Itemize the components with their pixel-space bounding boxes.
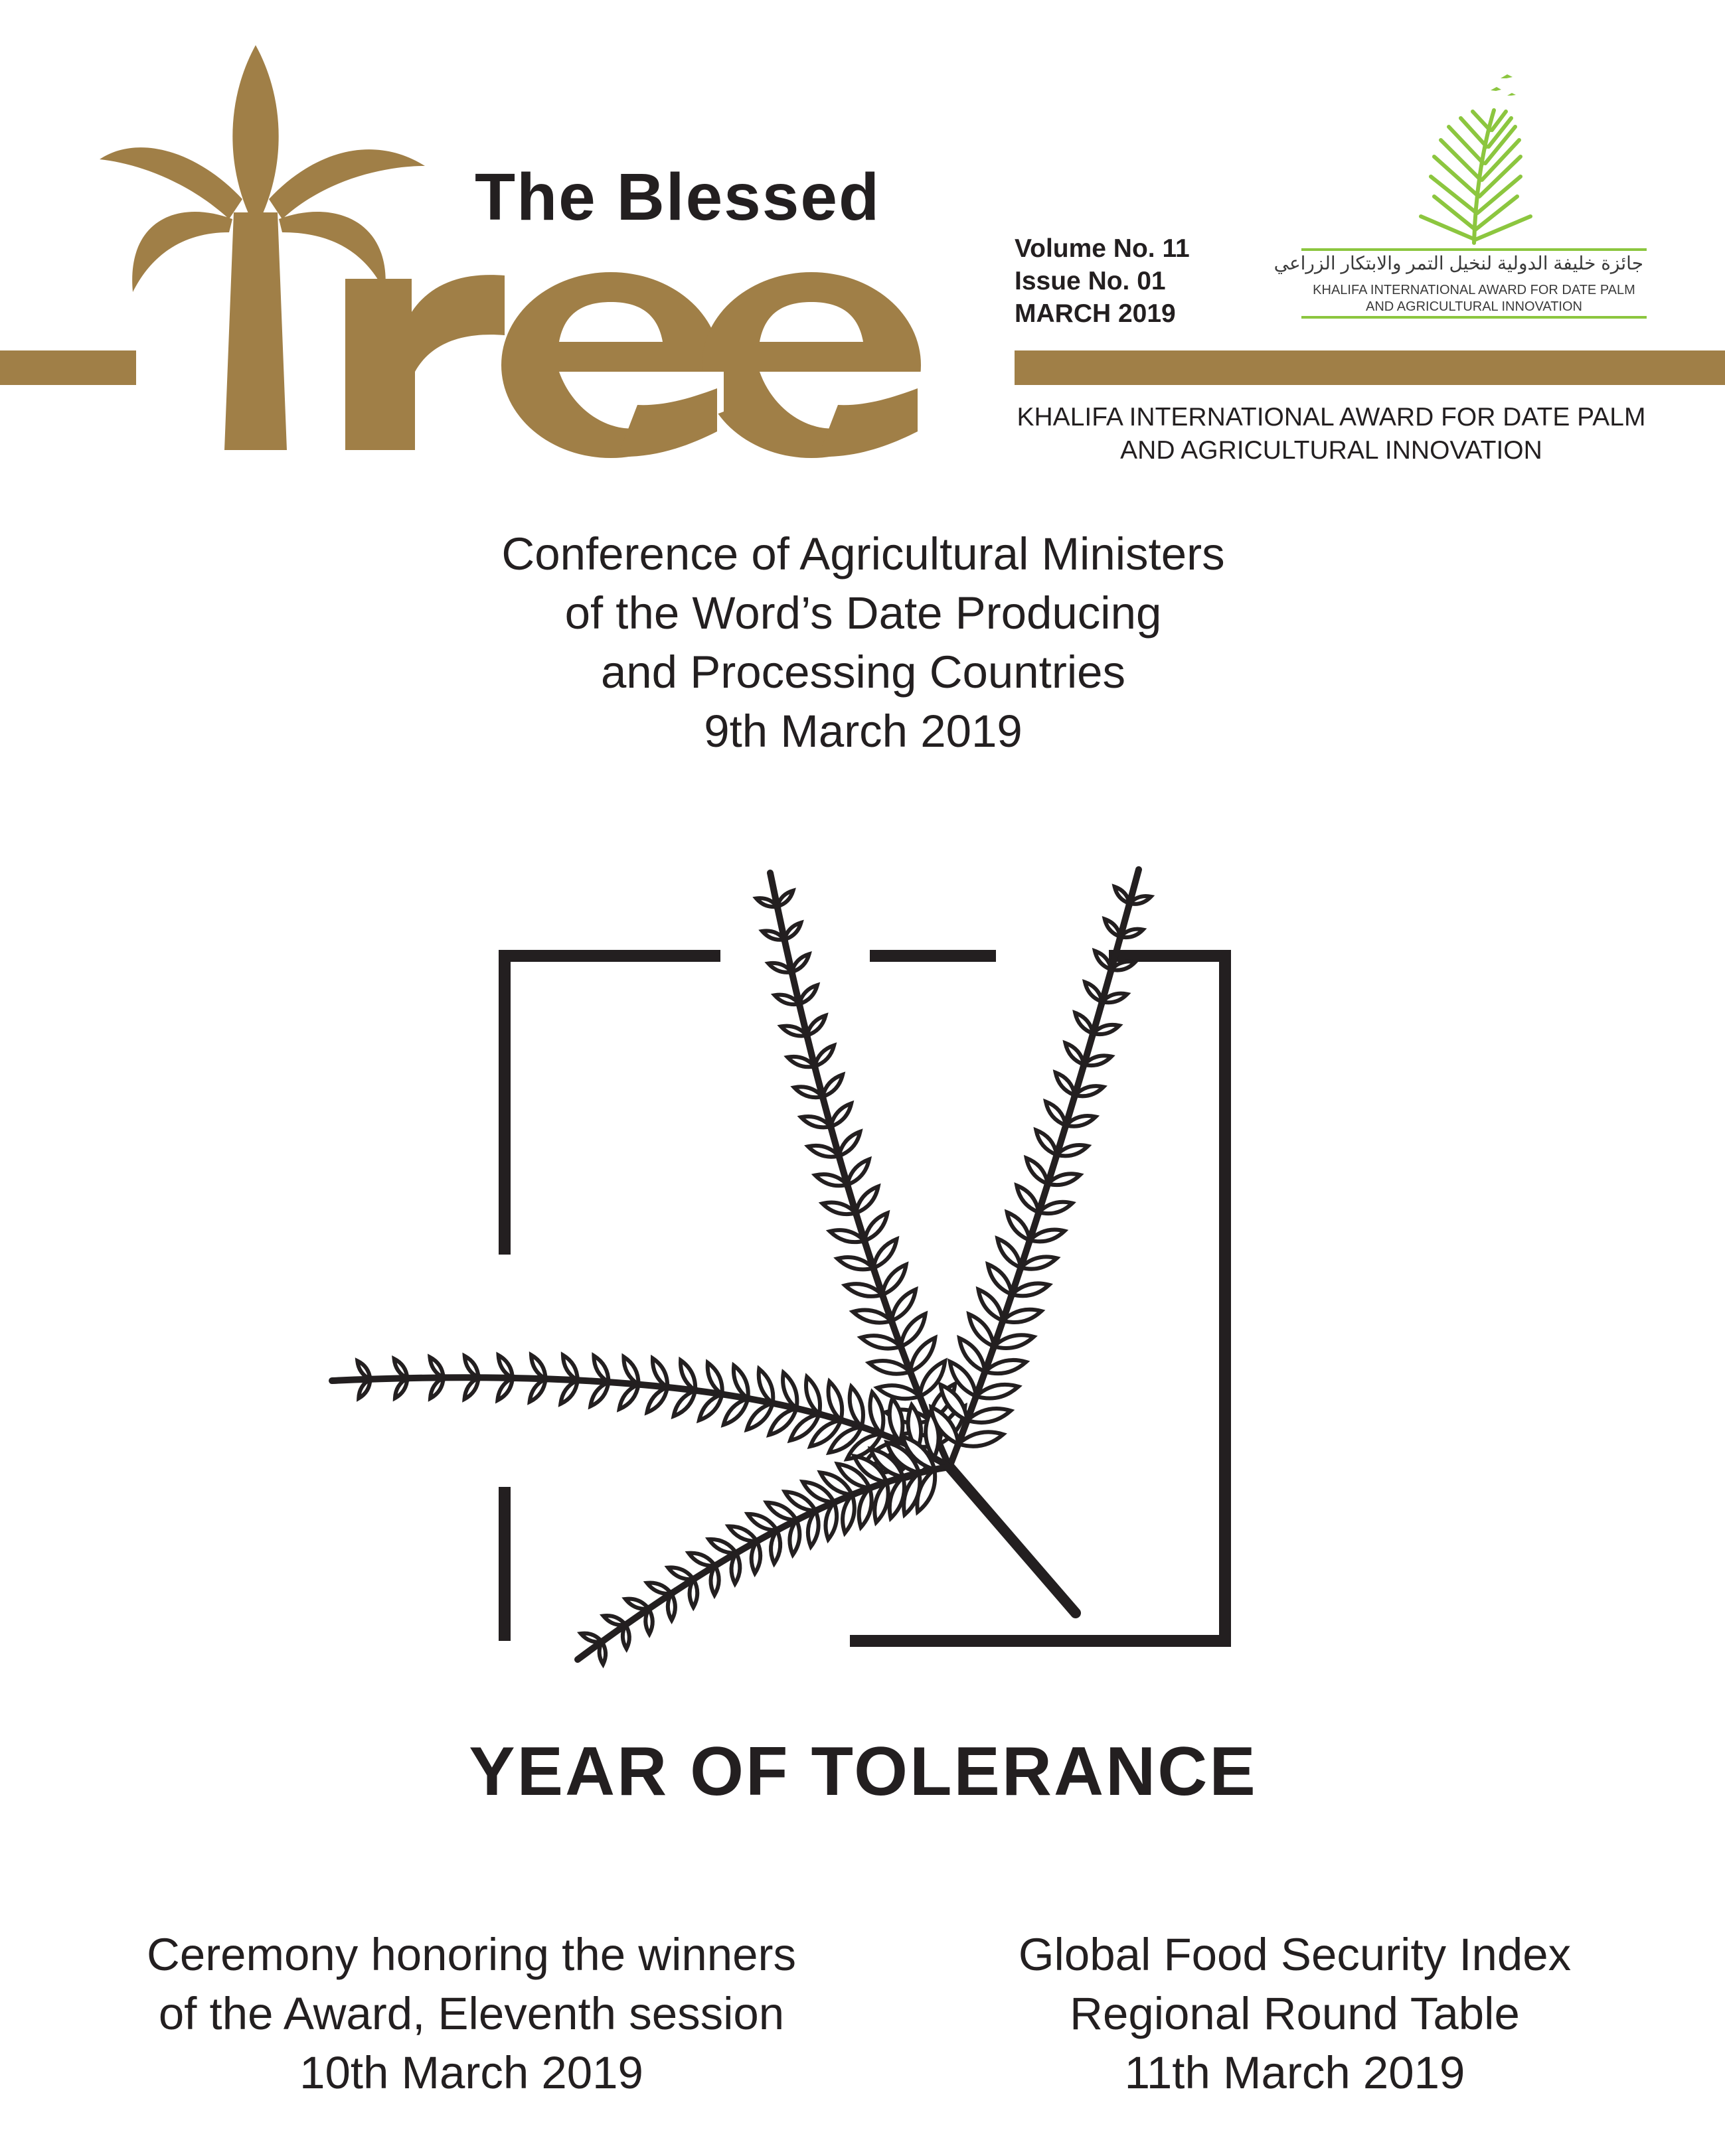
leaflet (997, 1239, 1021, 1268)
leaflet (647, 1387, 667, 1413)
leaflet (873, 1239, 896, 1269)
leaflet (647, 1582, 671, 1593)
leaflet (910, 1338, 936, 1371)
left-rule (0, 350, 136, 385)
bottom-left-line1: Ceremony honoring the winners (146, 1929, 797, 1980)
leaflet (709, 1539, 736, 1553)
leaflet (771, 1530, 780, 1563)
letter-r (345, 275, 505, 450)
frond-icon (1421, 110, 1530, 243)
leaflet (1115, 887, 1130, 903)
bottom-right-line2: Regional Round Table (1070, 1988, 1520, 2039)
award-subtitle-line2: AND AGRICULTURAL INNOVATION (1120, 436, 1542, 465)
leaflet (823, 1075, 843, 1097)
leaflet (988, 1265, 1012, 1294)
leaflet (1065, 1043, 1084, 1065)
palm-leaf-left-upper (100, 147, 242, 219)
main-headline-line1: Conference of Agricultural Ministers (501, 528, 1225, 579)
leaflet (784, 923, 801, 939)
leaflet (959, 1338, 985, 1371)
title-small: The Blessed (475, 160, 881, 234)
leaflet (560, 1380, 578, 1404)
main-headline (398, 524, 1328, 761)
leaflet (778, 891, 793, 907)
leaflet (752, 1541, 760, 1573)
leaflet (668, 1567, 693, 1579)
leaflet (623, 1625, 629, 1649)
issue-number: Issue No. 01 (1015, 267, 1166, 295)
birds-icon (1491, 74, 1516, 96)
bottom-right-line1: Global Food Security Index (1018, 1929, 1572, 1980)
leaflet (1105, 919, 1121, 937)
leaflet (769, 1409, 796, 1435)
bottom-right-story (930, 1925, 1660, 2102)
leaflet (732, 1553, 740, 1584)
leaflet (625, 1599, 649, 1609)
palm-leaf-left-lower (132, 212, 232, 292)
leaflet (856, 1186, 878, 1213)
leaflet (789, 1520, 799, 1555)
leaflet (530, 1379, 546, 1402)
main-headline-line4: 9th March 2019 (704, 706, 1023, 757)
leaflet (1095, 951, 1111, 970)
bottom-left-story (106, 1925, 837, 2102)
leaflet (799, 985, 817, 1004)
leaflet (847, 1160, 869, 1185)
issue-info (1015, 232, 1190, 330)
leaflet (590, 1382, 608, 1406)
leaflet (619, 1385, 639, 1409)
leaflet (689, 1553, 715, 1566)
leaflet (1027, 1158, 1048, 1184)
leaflet (864, 1213, 887, 1241)
leaflet (807, 1016, 825, 1036)
leaflet (1085, 982, 1102, 1002)
leaflet (831, 1103, 851, 1126)
leaflet (690, 1579, 698, 1607)
leaflet (979, 1290, 1003, 1321)
emblem-caption: YEAR OF TOLERANCE (469, 1733, 1258, 1810)
leaflet (882, 1265, 906, 1294)
leaflet (748, 1514, 777, 1530)
leaflet (581, 1634, 602, 1642)
masthead-logo (0, 0, 943, 478)
leaflet (815, 1045, 834, 1067)
leaflet (892, 1290, 916, 1321)
leaflet (839, 1132, 860, 1156)
leaflet (674, 1391, 696, 1417)
palm-leaf-right-upper (269, 149, 425, 219)
header-rule (1015, 350, 1725, 385)
award-logo-english-line1: KHALIFA INTERNATIONAL AWARD FOR DATE PALM (1313, 283, 1635, 297)
leaflet (747, 1403, 773, 1430)
leaflet (497, 1378, 513, 1400)
palm-trunk (224, 212, 287, 450)
award-logo-arabic: جائزة خليفة الدولية لنخيل التمر والابتكار الزراعي (1273, 253, 1643, 273)
bottom-right-line3: 11th March 2019 (1124, 2047, 1465, 2098)
leaflet (1007, 1212, 1030, 1240)
frond-lower (578, 1436, 949, 1664)
leaflet (699, 1394, 722, 1420)
leaflet (766, 1503, 796, 1520)
award-subtitle-line1: KHALIFA INTERNATIONAL AWARD FOR DATE PALM (1017, 403, 1646, 431)
leaflet (724, 1399, 748, 1425)
leaflet (645, 1609, 653, 1634)
palm-leaf-top (232, 45, 278, 219)
leaflet (791, 954, 809, 972)
award-logo-english-line2: AND AGRICULTURAL INNOVATION (1366, 299, 1582, 314)
award-logo-english (1305, 282, 1643, 315)
issue-date: MARCH 2019 (1015, 299, 1176, 328)
leaflet (1036, 1130, 1056, 1155)
leaflet (604, 1616, 625, 1625)
award-subtitle (996, 401, 1667, 467)
leaflet (1075, 1013, 1093, 1034)
leaflet (1046, 1102, 1066, 1126)
leaflet (1017, 1186, 1038, 1212)
leaflet (668, 1594, 675, 1620)
leaflet (901, 1314, 926, 1346)
leaflet (728, 1526, 757, 1541)
bottom-left-line2: of the Award, Eleventh session (158, 1988, 785, 2039)
leaflet (600, 1642, 606, 1664)
leaflet (969, 1314, 994, 1347)
main-headline-line3: and Processing Countries (600, 647, 1126, 698)
bottom-left-line3: 10th March 2019 (299, 2047, 643, 2098)
leaflet (1056, 1073, 1075, 1095)
frond-stem (949, 1467, 1076, 1613)
leaflet (710, 1566, 718, 1595)
volume-number: Volume No. 11 (1015, 234, 1190, 263)
palm-fronds-square-icon (312, 856, 1255, 1673)
main-headline-line2: of the Word’s Date Producing (564, 587, 1162, 639)
